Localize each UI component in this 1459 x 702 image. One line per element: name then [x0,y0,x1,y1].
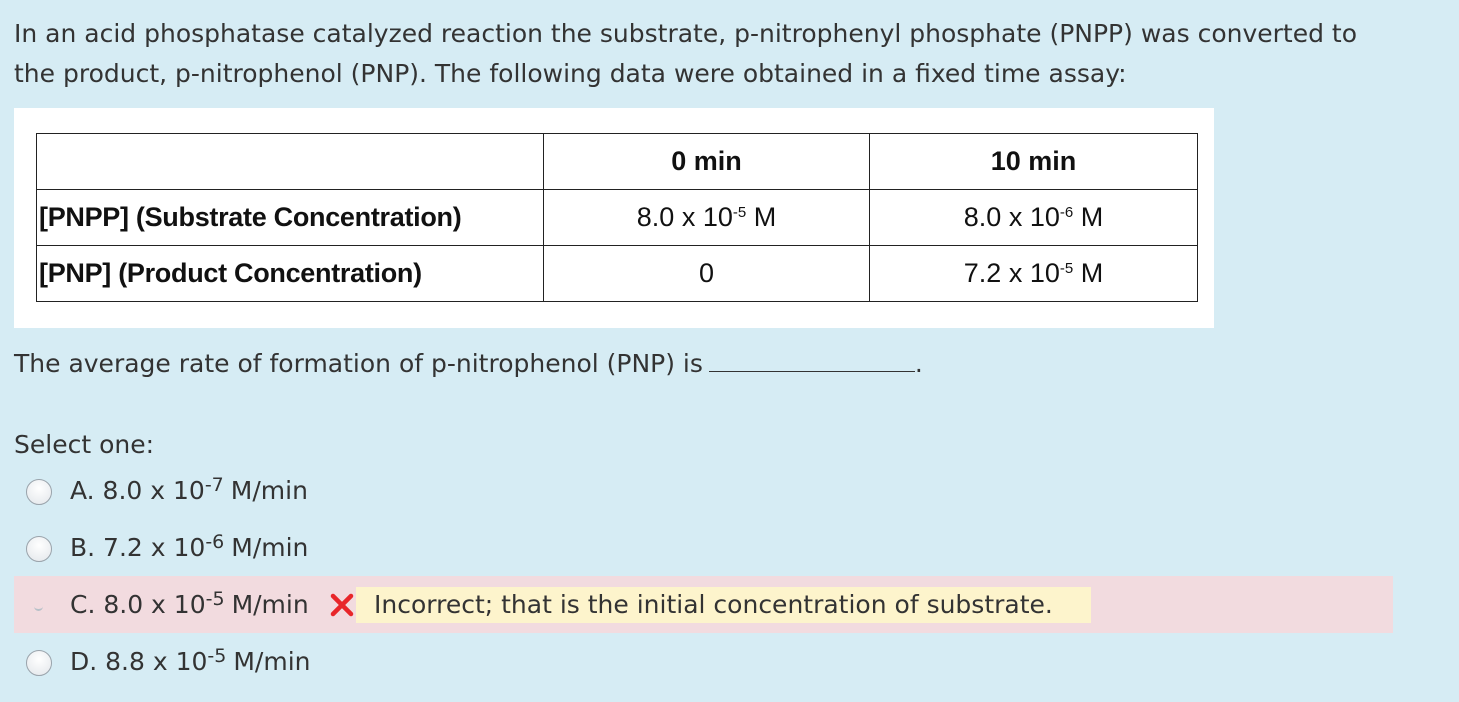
question-prompt [14,345,923,382]
option-a-exponent: -7 [204,474,224,496]
option-a-unit: M/min [230,476,308,505]
option-b[interactable] [14,519,1393,576]
cell-product-10min-base: 7.2 x 10 [963,258,1060,288]
cell-substrate-10min-base: 8.0 x 10 [963,202,1060,232]
option-d-text [70,647,311,677]
prompt-end: . [914,349,923,378]
option-c[interactable] [14,576,1393,633]
cell-product-10min-unit: M [1073,258,1104,288]
cell-substrate-10min-unit: M [1073,202,1104,232]
select-one-label: Select one: [14,430,155,459]
prompt-text: The average rate of formation of p-nitrophenol (PNP) is [14,349,703,378]
cell-substrate-0min-base: 8.0 x 10 [636,202,733,232]
cell-product-0min: 0 [544,246,870,302]
option-b-text [70,533,308,563]
option-a[interactable] [14,462,1393,519]
cell-substrate-0min-exp: -5 [732,204,747,221]
table-row-substrate [37,190,1198,246]
option-d[interactable] [14,633,1393,690]
option-c-exponent: -5 [205,588,225,610]
table-header-blank [37,134,544,190]
table-header-10min: 10 min [870,134,1198,190]
question-line-1: In an acid phosphatase catalyzed reaction the substrate, p-nitrophenyl phosphate (PNPP) was converted to [14,19,1358,48]
data-table [36,133,1198,302]
option-a-prefix: A. 8.0 x 10 [70,476,205,505]
cell-substrate-10min-exp: -6 [1059,204,1074,221]
feedback-message: Incorrect; that is the initial concentration of substrate. [356,587,1091,623]
question-line-2: the product, p-nitrophenol (PNP). The following data were obtained in a fixed time assay: [14,59,1127,88]
row-label-substrate: [PNPP] (Substrate Concentration) [37,190,544,246]
cell-substrate-0min [544,190,870,246]
cell-product-10min-exp: -5 [1059,260,1074,277]
cell-product-10min [870,246,1198,302]
answer-blank [709,345,915,372]
option-d-prefix: D. 8.8 x 10 [70,647,208,676]
radio-icon[interactable] [26,650,52,676]
table-header-row [37,134,1198,190]
radio-icon[interactable] [26,479,52,505]
question-text [14,14,1434,94]
cell-substrate-0min-unit: M [746,202,777,232]
option-d-exponent: -5 [207,645,227,667]
option-c-unit: M/min [231,590,309,619]
data-table-panel [14,108,1214,328]
option-c-prefix: C. 8.0 x 10 [70,590,206,619]
table-row-product [37,246,1198,302]
radio-icon[interactable] [34,605,43,611]
option-b-exponent: -6 [205,531,225,553]
cell-substrate-10min [870,190,1198,246]
option-a-text [70,476,308,506]
row-label-product: [PNP] (Product Concentration) [37,246,544,302]
option-d-unit: M/min [233,647,311,676]
option-b-unit: M/min [231,533,309,562]
table-header-0min: 0 min [544,134,870,190]
option-b-prefix: B. 7.2 x 10 [70,533,206,562]
radio-icon[interactable] [26,536,52,562]
x-mark-icon [329,592,355,618]
option-c-text [70,590,309,620]
